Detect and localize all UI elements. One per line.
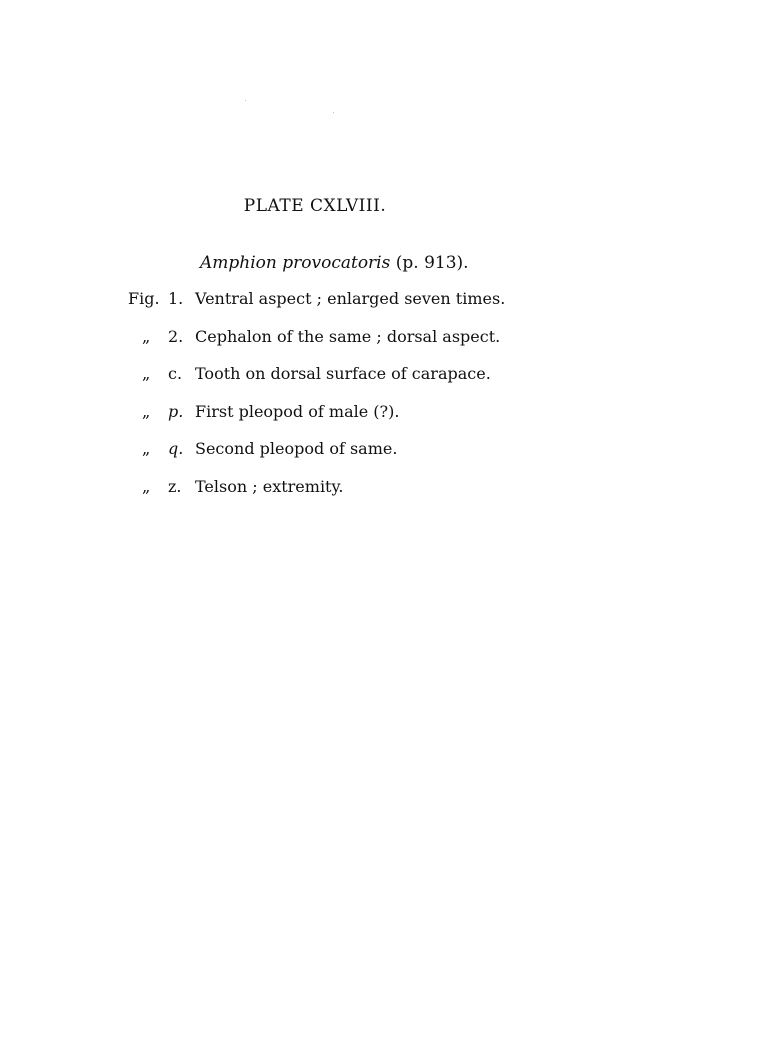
figure-description: Tooth on dorsal surface of carapace. [195,364,491,383]
figure-number: 2. [168,326,184,346]
ditto-mark: „ [142,476,151,496]
ditto-mark: „ [142,401,151,421]
figure-legend-item [128,477,505,515]
figure-legend-item [128,289,505,327]
figure-description: First pleopod of male (?). [195,401,400,421]
ditto-mark: „ [142,364,151,383]
species-caption [200,253,469,273]
ditto-mark: „ [142,326,151,346]
figure-prefix: Fig. [128,289,160,308]
figure-description: Telson ; extremity. [195,476,344,496]
species-name: Amphion provocatoris [200,253,391,273]
species-page-reference: (p. 913). [395,253,469,273]
figure-number: c. [168,364,183,383]
figure-legend-item [128,364,505,402]
figure-legend-list [128,289,505,514]
figure-description: Ventral aspect ; enlarged seven times. [195,289,506,308]
figure-number: q. [168,439,184,458]
figure-number: p. [168,401,184,421]
figure-description: Second pleopod of same. [195,439,398,458]
figure-number: 1. [168,289,184,308]
paper-speck [245,100,246,101]
plate-title: PLATE CXLVIII. [243,196,387,216]
figure-description: Cephalon of the same ; dorsal aspect. [195,326,501,346]
paper-speck [333,112,334,113]
figure-number: z. [168,476,182,496]
figure-legend-item [128,402,505,440]
figure-legend-item [128,439,505,477]
ditto-mark: „ [142,439,151,458]
figure-legend-item [128,327,505,365]
